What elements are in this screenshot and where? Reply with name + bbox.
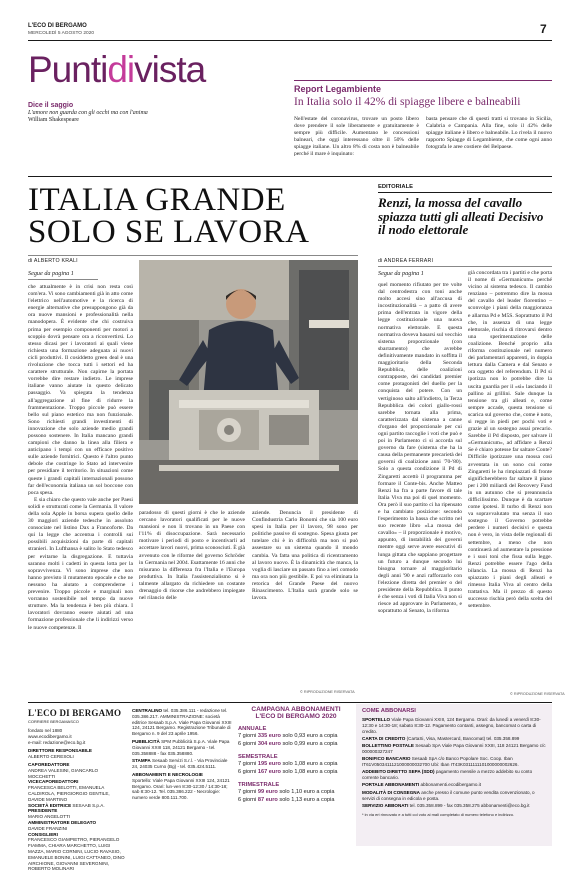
how-to-item xyxy=(362,756,546,768)
footer-print-label: STAMPA xyxy=(132,758,151,763)
campaign-title-1: CAMPAGNA ABBONAMENTI xyxy=(238,706,354,713)
main-headline-line2: SOLO SE LAVORA xyxy=(28,216,358,248)
footer-company-label: SOCIETÀ EDITRICE xyxy=(28,803,71,808)
footer-subs-label: ABBONAMENTI E NECROLOGIE xyxy=(132,772,203,777)
editorial-col1-p: quel momento rifiutato per tre volte dal centrodestra con toni anche molto accesi sino all'accusa di incostituzionalità – a patto di avere prima dell'entrata in vigore della legge costituzionale una nuova normativa elettorale. E questa normativa doveva basarsi sul vecchio sistema proporzionale (con sbarramento) che avrebbe definitivamente mandato in soffitta il maggioritario della Seconda Repubblica, delle coalizioni contrapposte, dei candidati premier come protagonisti del duello per la conquista del potere. Con un vertiginoso salto all'indietro, la Terza Repubblica dei colori giallo-rossi sarebbe tornata alla prima, caratterizzata dal sistema a canne d'organo del proporzionale per cui ogni partito raccoglie i voti che può e poi in Parlamento ci si accorda sul governo da fare (sistema che ha la causa della permanente precarietà dei governi di coalizione anni '70-'80). Solo a questa condizione il Pd di Zingaretti accettò il programma per formare il Conte-bis. Anche Matteo Renzi ha fra a parte favore di tale Italia Viva ma poi di quel momento. Ora però il suo partito ci ha ripensato e ha cambiato posizione: secondo l'esperimento la bassa che scritto nel suo recente libro «La mossa del cavallo» – il proporzionale è motivo, appunto, di instabilità dei governi mentre oggi serve avere esecutivi di lunga gittata che sappiano progettare un futuro a dunque secondo lui bisogna tornare al maggioritario degli anni '90 e anzi rafforzarlo con l'elezione diretta del premier o del presidente della Repubblica. Il punto è che senza i voti di Italia Viva non si riesce ad approvare in Parlamento, e soprattutto al Senato, la riforma xyxy=(378,282,462,615)
how-to-item xyxy=(362,717,546,734)
how-to-item xyxy=(362,782,546,788)
footer-vice-label: VICECAPOREDATTORI xyxy=(28,779,78,784)
campaign-row xyxy=(238,788,354,796)
footer-col1 xyxy=(28,728,126,846)
how-to-box xyxy=(356,704,552,846)
how-to-item xyxy=(362,743,546,755)
footer-company: SESAAB S.p.A. xyxy=(72,803,104,808)
campaign-price: 195 euro xyxy=(258,761,281,767)
main-segue: Segue da pagina 1 xyxy=(28,270,74,277)
campaign-price: 167 euro xyxy=(258,769,281,775)
footer-admin: DAVIDE FRANZINI xyxy=(28,826,126,832)
campaign-groups xyxy=(238,726,354,804)
footer-president-label: PRESIDENTE xyxy=(28,808,57,813)
footer-website: www.ecodibergamo.it xyxy=(28,734,126,740)
editorial-col1 xyxy=(378,282,462,698)
footer-admin-label: AMMINISTRATORE DELEGATO xyxy=(28,820,96,825)
how-to-item-text: tel. 035.358.899 - fax 035.358.275 abbonamenti@eco.bg.it xyxy=(410,803,530,808)
campaign-note: solo 0,93 euro a copia xyxy=(283,733,338,739)
campaign-group-label: ANNUALE xyxy=(238,726,354,732)
top-rule xyxy=(28,176,552,177)
editorial-label: EDITORIALE xyxy=(378,184,413,190)
main-col3-p: aziende. Denuncia il presidente di Confindustria Carlo Bonomi che sia 100 euro spesi in Italia per il lavoro, 98 sono per politiche passive di sostegno. Spesa giusta per tutelare chi è in difficoltà ma non si può assestare su un sistema quando il mondo cambia. Va fatta una politica di ricentramento al lavoro nuovo. È la dinamicità che manca, la voglia di lasciare un passato fino a ieri comodo ma ora non più gestibile. E poi va eliminata la retorica del Grande Paese del nuovo Rinascimento. L'Italia sarà grande solo se lavora. xyxy=(252,510,358,602)
campaign-price: 99 euro xyxy=(258,789,278,795)
report-body-left: Nell'estate del coronavirus, trovare un posto libero dove prendere il sole liberamente e gratuitamente è sempre più difficile. Aumentano le concessioni balneari, che oggi interessano oltre il 50% delle spiagge italiane. Un altro 8% di costa non è balneabile perché il mare è inquinato: xyxy=(294,116,419,159)
section-title-a: Punti xyxy=(28,49,107,90)
footer-hq: tel. 035.386.111 - redazione tel. 035.386.217. AMMINISTRAZIONE: società editrice Sesaab S.p.A. Viale Papa Giovanni XXIII 124, 24121 Bergamo. Registrazione Tribunale di Bergamo n. 9 del 23 aprile 1956. xyxy=(132,708,232,736)
main-col2 xyxy=(139,510,245,698)
footer-logo-title: L'ECO DI BERGAMO xyxy=(28,708,126,718)
masthead-date: MERCOLEDÌ 5 AGOSTO 2020 xyxy=(28,31,94,36)
campaign-row xyxy=(238,732,354,740)
how-to-item xyxy=(362,790,546,802)
campaign-days: 7 giorni xyxy=(238,733,256,739)
how-to-item xyxy=(362,769,546,781)
main-col1-p2: E sia chiaro che questo vale anche per Paesi solidi e strutturati come la Germania. Il valore della sola Apple in borsa supera quello delle 30 maggiori aziende tedesche in assoluto consociate nel listino Dax a Francoforte. Da qui la legge che accentua i controlli sui possibili acquisizioni da parte di capitali stranieri. In Lufthansa è salito lo Stato tedesco per evitarne la disgregazione. E tuttavia saranno molti i cadetti in questa lotta per la sopravvivenza. Vi sono imprese che non hanno previsto il mutamento epocale e che ne nessuno ha aiutato a comprenderne i prevenire. Troppo piccole e marginali non vorranno sostenibile nel tempo da nuove strutture. Ma la tendenza è ben più chiara. I lavoratori dovranno essere aiutati ad una formazione professionale che li indirizzi verso le nuove competenze. Il xyxy=(28,497,133,632)
footer-print: Sesaab Servizi S.r.l. - Via Provinciale 24, 24035 Curno (Bg) - tel. 035.424.5111. xyxy=(132,758,228,769)
main-col2-p: paradosso di questi giorni è che le aziende cercano lavoratori qualificati per le nuove mansioni e non li trovano in un Paese con l'11% di disoccupazione. Sarà necessario motivare i periodi di posto e incentivarli ad accettare lavori nuovi, prima sconosciuti. È già avvenuto con le riforme del governo Schröder in Germania nel 2004. Esattamente 16 anni che misurano la differenza fra l'Italia e l'Europa produttiva. In Italia l'assistenzialismo si è talmente allargato da richiedere un costante drenaggio di risorse che andrebbero impiegate nel rilancio delle xyxy=(139,510,245,602)
main-signature: © RIPRODUZIONE RISERVATA xyxy=(300,690,355,694)
main-col1 xyxy=(28,284,133,698)
editorial-headline: Renzi, la mossa del cavallo spiazza tutti gli alleati Decisivo il nodo elettorale xyxy=(378,196,552,237)
how-to-item-text: Sesaab SpA c/o Banco Popolare Soc. Coop. Iban IT61V0503411121000000032700 Ubi: Iban IT43K0311111101000000002626. xyxy=(362,756,519,767)
page-number: 7 xyxy=(540,22,547,36)
campaign-row xyxy=(238,768,354,776)
how-to-item-label: MODALITÀ DI CONSEGNA xyxy=(362,790,420,795)
main-col3 xyxy=(252,510,358,686)
footer-rule xyxy=(28,702,552,703)
campaign-note: solo 1,10 euro a copia xyxy=(279,789,334,795)
main-headline xyxy=(28,184,358,248)
editorial-byline: di ANDREA FERRARI xyxy=(378,258,433,264)
how-to-item-text: pagamento mensile a mezzo addebito su conto corrente bancario. xyxy=(362,769,532,780)
how-to-item-text: abbonamenti.ecodibergamo.it xyxy=(420,782,481,787)
campaign-note: solo 1,13 euro a copia xyxy=(279,797,334,803)
campaign-days: 6 giorni xyxy=(238,797,256,803)
main-col1-p1: che attualmente è in crisi non resta così com'era. Vi sono cambiamenti già in atto come l'elettrico nell'automotive e la ricerca di energie alternative che presuppongono già da ora nuove mansioni e professionalità nella manodopera. È evidente che chi costruiva prima per esempio componenti per motori a scoppio dovrà pensare ora a riconvertirsi. Lo stesso dicasi per i lavoratori ai quali viene richiesta una formazione adeguata ai nuovi cicli produttivi. Il cosiddetto green deal è una rivoluzione che tocca tutti i settori ed ha carattere strutturale. Non capirne la portata vorrebbe dire restare indietro. Le imprese italiane vanno aiutate in questo delicato passaggio. Va spiegata la tendenza all'aggregazione al fine di ridurre la frammentazione. Troppo piccole può essere bello sul piano estetico ma non funzionale. Sono richiesti grandi investimenti di innovazione che solo aziende medio grandi possono sostenere. In Italia mancano grandi campioni che danno la linea alla filiera e anticipano i tempi con un efficace positivo sulle aziende fornitrici. Questo è l'altro punto debole che costringe lo Stato ad intervenire per presidiare il territorio. In situazioni come queste i grandi capitali internazionali possono far dell'economia italiana un sol boccone con poca spesa. xyxy=(28,284,133,497)
footer-chief-label: CAPOREDATTORE xyxy=(28,762,69,767)
campaign-price: 304 euro xyxy=(258,741,281,747)
how-to-items xyxy=(362,717,546,809)
how-to-item xyxy=(362,736,546,742)
footer-col2 xyxy=(132,708,232,846)
campaign-box xyxy=(238,706,354,846)
footer-ads-label: PUBBLICITÀ xyxy=(132,739,160,744)
how-to-title: COME ABBONARSI xyxy=(362,708,546,714)
campaign-note: solo 0,99 euro a copia xyxy=(283,741,338,747)
footer-founded: fondato nel 1880 xyxy=(28,728,126,734)
how-to-item-label: BOLLETTINO POSTALE xyxy=(362,743,414,748)
footer-logo xyxy=(28,708,126,724)
footer-council-label: CONSIGLIERI xyxy=(28,832,58,837)
editorial-segue: Segue da pagina 1 xyxy=(378,270,424,277)
footer-hq-label: CENTRALINO xyxy=(132,708,162,713)
footer-council: FRANCESCO GIAMPIETRO, PIERANGELO FIAMMA, CHIARA MARCHETTO, LUIGI MAZZA, MARIO CORNINI, LUCIO RAVASIO, EMANUELE BONINI, LUIGI CATTANEO, DINO AIRCHIONE, GIOVANNI SEVERGNINI, ROBERTO MOLINARI xyxy=(28,837,126,872)
editorial-rule xyxy=(378,192,552,193)
saying-box xyxy=(28,102,218,123)
campaign-title-2: L'ECO DI BERGAMO 2020 xyxy=(238,713,354,720)
how-to-item xyxy=(362,803,546,809)
how-to-item-text: (CartaSi, Visa, Mastercard, Bancomat) tel. 035.358.899 xyxy=(407,736,520,741)
campaign-note: solo 1,08 euro a copia xyxy=(283,769,338,775)
footer-subs: Sportello: Viale Papa Giovanni XXIII 124, 24121 Bergamo. Orari: lun-ven 8:30-12:30 / 14:30-18; sab 8:30-12. Tel. 035.386.222 - Necrologie: numero verde 800.111.700. xyxy=(132,778,232,801)
main-byline: di ALBERTO KRALI xyxy=(28,258,78,264)
report-body-right: basta pensare che di questi tratti si trovano in Sicilia, Calabria e Campania. Alla fine, solo il 42% delle spiagge italiane è libero e balneabile. Lo rivela il nuovo rapporto Spiagge di Legambiente, che come ogni anno fotografa le aree costiere del Belpaese. xyxy=(426,116,552,151)
footer-chief: ANDREA VALESINI, GIANCARLO MOCCHETTI xyxy=(28,768,126,780)
report-headline: In Italia solo il 42% di spiagge libere e balneabili xyxy=(294,96,552,108)
how-to-item-label: SPORTELLO xyxy=(362,717,390,722)
how-to-item-text: Sesaab SpA Viale Papa Giovanni XXIII, 118 24121 Bergamo c/c 000000327247 xyxy=(362,743,546,754)
footer-director-label: DIRETTORE RESPONSABILE xyxy=(28,748,92,753)
footer-ads: SPM Pubblicità S.p.A. Viale Papa Giovanni XXIII 118, 24121 Bergamo - tel. 035.358888 - fax 035.358880. xyxy=(132,739,229,756)
how-to-item-text: Viale Papa Giovanni XXIII, 124 Bergamo. Orari: da lunedì a venerdì 8:30-12:30 e 14:30-18; sabato 8:30-12. Pagamento contanti, assegno, bancomat o carta di credito. xyxy=(362,717,541,734)
campaign-row xyxy=(238,796,354,804)
editorial-col2 xyxy=(468,270,552,688)
saying-kicker: Dice il saggio xyxy=(28,102,218,109)
campaign-days: 7 giorni xyxy=(238,789,256,795)
campaign-price: 335 euro xyxy=(258,733,281,739)
campaign-group-label: SEMESTRALE xyxy=(238,754,354,760)
editorial-col2-p: già concordata tra i partiti e che porta il nome di «Germanicum» perché vicino al sistema tedesco. Il cambio renziano – potremmo dire la mossa del cavallo del leader fiorentino – sconvolge i piani della maggioranza e allarma Pd e M5S. Soprattutto il Pd che, in assenza di una legge elettorale, rischia di ritrovarsi dentro una sperimentazione delle coalizione. Benché proprio alla riforma costituzionale nel numero dei parlamentari apparenti, in doppia lettura dalla Camera e dal Senato e ora oggetto del referendum. Il Pd si ipotizza non lo potrebbe dire la uscita guardia per il «sì» lasciando il pallino ai grillini. Sale dunque la tensione tra gli alleati e, come sempre accade, questa tensione si scarica sul governo che, come è noto, si regge in piedi per pochi voti e grazie al un sostegno assai precario. Sarebbe il Pd disposto, per salvare il «Germanicum», ad affidare a Renzi Se è chiaro potesse far saltare Conte? Difficile ipotizzare una mossa così avventata in un sono cui come Zingaretti le ha rimpiazzati di fronte significherebbero far saltare il piano per i 200 miliardi del Recovery Fund in un autunno che si preannuncia difficilissimo. Dunque è da scartare come ipotesi. Il turbo di Renzi non va sopravvalutato ma senza il suo sostegno il Governo potrebbe perdere i numeri decisivi e questa non è vero, in vista delle regionali di settembre, a meno che non continuerà ad aumentare la pressione e i suoi toni che fissa sulla legge. Renzi potrebbe essere l'ago della bilancia. La mossa di Renzi ha spiazzato i piani degli alleati e rimesso Italia Viva al centro della trattativa. Ma il prezzo di questo successo rischia però della scelta del settembre. xyxy=(468,270,552,611)
campaign-days: 6 giorni xyxy=(238,741,256,747)
campaign-price: 87 euro xyxy=(258,797,278,803)
campaign-days: 7 giorni xyxy=(238,761,256,767)
campaign-days: 6 giorni xyxy=(238,769,256,775)
campaign-group-label: TRIMESTRALE xyxy=(238,782,354,788)
footer-vice: FRANCESCA BELOTTI, EMANUELA CALDIROLA, PIERGIORGIO GENTILE, DAVIDE MARTINO xyxy=(28,785,126,802)
how-to-item-text: anche presso il comune punto vendita convenzionato, o servizi di consegna in edicola e posta. xyxy=(362,790,535,801)
masthead-paper: L'ECO DI BERGAMO xyxy=(28,23,87,29)
campaign-note: solo 1,08 euro a copia xyxy=(283,761,338,767)
section-title xyxy=(28,50,205,90)
footer-logo-sub: CORRIERE BERGAMASCO xyxy=(28,719,126,724)
editorial-signature: © RIPRODUZIONE RISERVATA xyxy=(510,692,565,696)
footer-contact: e-mail: redazione@eco.bg.it xyxy=(28,740,126,746)
main-headline-line1: ITALIA GRANDE xyxy=(28,184,358,216)
campaign-row xyxy=(238,760,354,768)
saying-quote: L'amore non guarda con gli occhi ma con l'anima xyxy=(28,110,218,116)
how-to-item-label: BONIFICO BANCARIO xyxy=(362,756,411,761)
saying-author: William Shakespeare xyxy=(28,117,218,123)
how-to-item-label: CARTA DI CREDITO xyxy=(362,736,405,741)
section-title-c: vista xyxy=(134,49,205,90)
report-kicker: Report Legambiente xyxy=(294,84,381,94)
factory-worker-image xyxy=(139,260,358,504)
worker-photo xyxy=(139,260,358,504)
footer-director: ALBERTO CERESOLI xyxy=(28,754,126,760)
how-to-item-label: PORTALE ABBONAMENTI xyxy=(362,782,419,787)
how-to-note: * in via eri rinnovato e a tutti col voto ai mali completato di numero telefono e indirizzo. xyxy=(362,812,546,818)
report-rule xyxy=(294,80,552,81)
campaign-row xyxy=(238,740,354,748)
footer-president: MARIO ANGELOTTI xyxy=(28,814,126,820)
section-title-b: di xyxy=(107,49,134,90)
how-to-item-label: ADDEBITO DIRETTO SEPA (SDD) xyxy=(362,769,435,774)
masthead-rule xyxy=(28,40,552,41)
how-to-item-label: SERVIZIO ABBONATI xyxy=(362,803,408,808)
